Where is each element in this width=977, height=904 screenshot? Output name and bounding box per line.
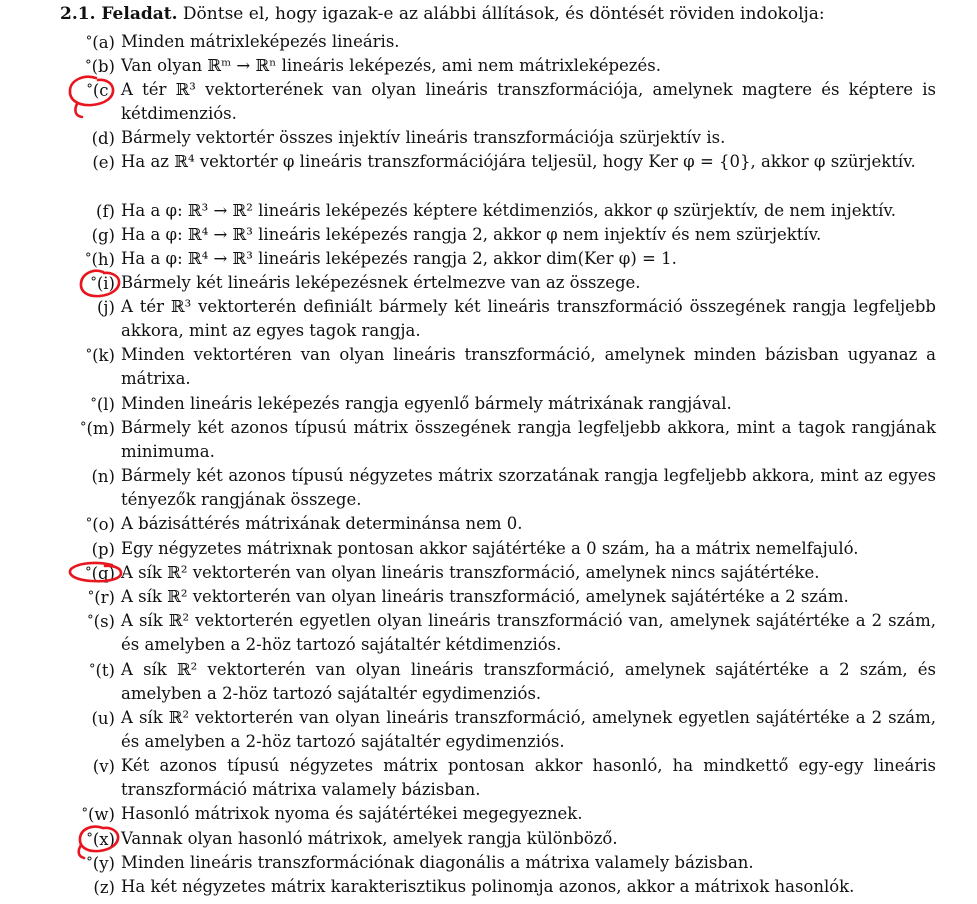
statement-letter: (j) xyxy=(97,298,115,317)
statement-item xyxy=(91,537,936,561)
difficulty-marker: ° xyxy=(90,396,97,411)
statement-item xyxy=(86,851,936,875)
statement-text: Bármely két azonos típusú mátrix összegének rangja legfeljebb akkora, mint a tagok rangjának minimuma. xyxy=(121,418,936,462)
statement-item xyxy=(85,512,936,536)
difficulty-marker: ° xyxy=(87,613,94,628)
statement-label xyxy=(96,199,115,224)
statement-label xyxy=(90,392,115,417)
statement-letter: (e) xyxy=(92,153,115,172)
statement-text: Ha a φ: ℝ⁴ → ℝ³ lineáris leképezés rangja 2, akkor φ nem injektív és nem szürjektív. xyxy=(121,225,822,244)
difficulty-marker: ° xyxy=(87,589,95,604)
statement-letter: (l) xyxy=(96,395,115,414)
statement-text: Bármely vektortér összes injektív lineáris transzformációja szürjektív is. xyxy=(121,128,726,147)
difficulty-marker: ° xyxy=(85,347,93,362)
statement-label xyxy=(97,295,115,320)
statement-letter: (o) xyxy=(92,515,115,534)
statement-text: Minden vektortéren van olyan lineáris transzformáció, amelynek minden bázisban ugyanaz a mátrixa. xyxy=(121,345,936,389)
statement-item xyxy=(91,464,936,513)
statement-text: Bármely két azonos típusú négyzetes mátrix szorzatának rangja legfeljebb akkora, mint az egyes tényezők rangjának összege. xyxy=(121,466,936,510)
statement-letter: (s) xyxy=(93,612,115,631)
statement-item xyxy=(91,706,936,755)
statement-letter: (f) xyxy=(96,202,115,221)
statement-item xyxy=(92,754,936,803)
statement-text: Két azonos típusú négyzetes mátrix pontosan akkor hasonló, ha mindkettő egy-egy lineáris transzformáció mátrixa valamely bázisban. xyxy=(121,756,936,800)
statement-label xyxy=(85,247,115,272)
statement-label xyxy=(89,658,115,683)
statement-label xyxy=(91,706,115,731)
statement-letter: (p) xyxy=(91,540,115,559)
statement-label xyxy=(90,271,115,296)
statement-letter: (w) xyxy=(88,805,115,824)
statement-text: A sík ℝ² vektorterén van olyan lineáris transzformáció, amelynek egyetlen sajátértéke a 2 szám, és amelyben a 2-höz tartozó sajátaltér egydimenziós. xyxy=(121,708,936,752)
statement-letter: (v) xyxy=(92,757,115,776)
statement-text: Ha két négyzetes mátrix karakterisztikus polinomja azonos, akkor a mátrixok hasonlók. xyxy=(121,877,855,896)
statement-item xyxy=(91,223,936,247)
statement-text: Minden lineáris leképezés rangja egyenlő bármely mátrixának rangjával. xyxy=(121,394,732,413)
exercise-number: 2.1. Feladat. xyxy=(60,4,178,24)
statement-item xyxy=(91,126,936,150)
statement-letter: (c) xyxy=(92,81,115,100)
difficulty-marker: ° xyxy=(90,275,97,290)
difficulty-marker: ° xyxy=(86,831,93,846)
statement-item xyxy=(87,609,936,658)
statement-label xyxy=(86,851,115,876)
statement-text: A sík ℝ² vektorterén van olyan lineáris transzformáció, amelynek sajátértéke a 2 szám. xyxy=(121,587,849,606)
statement-letter: (z) xyxy=(93,878,115,897)
statement-text: Minden mátrixleképezés lineáris. xyxy=(121,32,400,51)
difficulty-marker: ° xyxy=(84,251,92,266)
difficulty-marker: ° xyxy=(86,82,93,97)
statement-letter: (h) xyxy=(91,250,115,269)
statement-text: A tér ℝ³ vektorterén definiált bármely két lineáris transzformáció összegének rangja legfeljebb akkora, mint az egyes tagok rangja. xyxy=(121,297,936,341)
statement-label xyxy=(85,561,115,586)
statement-label xyxy=(86,827,115,852)
statement-item xyxy=(87,585,936,609)
statement-item xyxy=(85,30,936,54)
statement-label xyxy=(86,30,115,55)
statement-label xyxy=(85,54,115,79)
statement-item xyxy=(97,295,936,344)
statement-label xyxy=(86,78,115,103)
statement-item xyxy=(79,416,936,465)
statement-letter: (u) xyxy=(91,709,115,728)
statement-letter: (k) xyxy=(92,346,115,365)
statement-label xyxy=(80,416,115,441)
statement-label xyxy=(92,537,115,562)
statement-label xyxy=(92,223,115,248)
statement-text: Ha a φ: ℝ³ → ℝ² lineáris leképezés képtere kétdimenziós, akkor φ szürjektív, de nem injektív. xyxy=(121,201,897,220)
statement-label xyxy=(88,585,115,610)
statement-text: A sík ℝ² vektorterén van olyan lineáris transzformáció, amelynek nincs sajátértéke. xyxy=(121,563,820,582)
statement-label xyxy=(93,754,115,779)
statement-text: Bármely két lineáris leképezésnek értelmezve van az összege. xyxy=(121,273,641,292)
statement-letter: (n) xyxy=(91,467,115,486)
statement-text: A bázisáttérés mátrixának determinánsa nem 0. xyxy=(121,514,523,533)
statement-text: A sík ℝ² vektorterén egyetlen olyan lineáris transzformáció van, amelynek sajátértéke a 2 szám, és amelyben a 2-höz tartozó sajátaltér kétdimenziós. xyxy=(121,611,936,655)
difficulty-marker: ° xyxy=(85,565,92,580)
statement-item xyxy=(92,150,936,174)
statement-item xyxy=(86,827,936,851)
difficulty-marker: ° xyxy=(85,34,93,49)
statement-letter: (y) xyxy=(92,854,115,873)
statement-item xyxy=(90,392,936,416)
exercise-heading xyxy=(60,2,825,26)
statement-text: Egy négyzetes mátrixnak pontosan akkor sajátértéke a 0 szám, ha a mátrix nemelfajuló. xyxy=(121,539,859,558)
statement-letter: (g) xyxy=(91,226,115,245)
statement-text: Ha az ℝ⁴ vektortér φ lineáris transzformációjára teljesül, hogy Ker φ = {0}, akkor φ szürjektív. xyxy=(121,152,916,171)
statement-text: A tér ℝ³ vektorterének van olyan lineáris transzformációja, amelynek magtere és képtere is kétdimenziós. xyxy=(121,80,936,124)
difficulty-marker: ° xyxy=(85,58,92,73)
statement-text: Minden lineáris transzformációnak diagonális a mátrixa valamely bázisban. xyxy=(121,853,754,872)
statement-item xyxy=(84,247,936,271)
statement-item xyxy=(88,658,936,707)
statement-item xyxy=(81,802,936,826)
statement-item xyxy=(85,561,936,585)
statement-label xyxy=(86,343,115,368)
statement-letter: (a) xyxy=(92,33,115,52)
difficulty-marker: ° xyxy=(86,855,93,870)
statement-letter: (b) xyxy=(91,57,115,76)
statement-text: Hasonló mátrixok nyoma és sajátértékei megegyeznek. xyxy=(121,804,583,823)
statement-label xyxy=(87,609,115,634)
statement-letter: (d) xyxy=(91,129,115,148)
statement-item xyxy=(86,78,936,127)
statement-label xyxy=(92,126,115,151)
difficulty-marker: ° xyxy=(81,806,88,821)
difficulty-marker: ° xyxy=(79,420,87,435)
statement-item xyxy=(85,343,936,392)
statement-letter: (i) xyxy=(96,274,115,293)
statement-item xyxy=(85,54,936,78)
statement-item xyxy=(96,199,936,223)
statement-letter: (m) xyxy=(86,419,115,438)
statement-item xyxy=(93,875,936,899)
statement-label xyxy=(93,875,115,900)
statement-label xyxy=(92,150,115,175)
statement-label xyxy=(91,464,115,489)
statement-label xyxy=(82,802,116,827)
exercise-instruction: Döntse el, hogy igazak-e az alábbi állítások, és döntését röviden indokolja: xyxy=(182,4,825,24)
statement-text: Van olyan ℝᵐ → ℝⁿ lineáris leképezés, ami nem mátrixleképezés. xyxy=(121,56,661,75)
statement-text: Vannak olyan hasonló mátrixok, amelyek rangja különböző. xyxy=(121,829,618,848)
statement-letter: (t) xyxy=(95,661,115,680)
statement-text: A sík ℝ² vektorterén van olyan lineáris transzformáció, amelynek sajátértéke a 2 szám, és amelyben a 2-höz tartozó sajátaltér egydimenziós. xyxy=(121,660,936,704)
statement-item xyxy=(90,271,936,295)
statement-text: Ha a φ: ℝ⁴ → ℝ³ lineáris leképezés rangja 2, akkor dim(Ker φ) = 1. xyxy=(121,249,677,268)
statement-label xyxy=(86,512,115,537)
statement-letter: (r) xyxy=(94,588,115,607)
statement-letter: (q) xyxy=(91,564,115,583)
statement-letter: (x) xyxy=(92,830,115,849)
difficulty-marker: ° xyxy=(88,662,96,677)
difficulty-marker: ° xyxy=(85,516,93,531)
